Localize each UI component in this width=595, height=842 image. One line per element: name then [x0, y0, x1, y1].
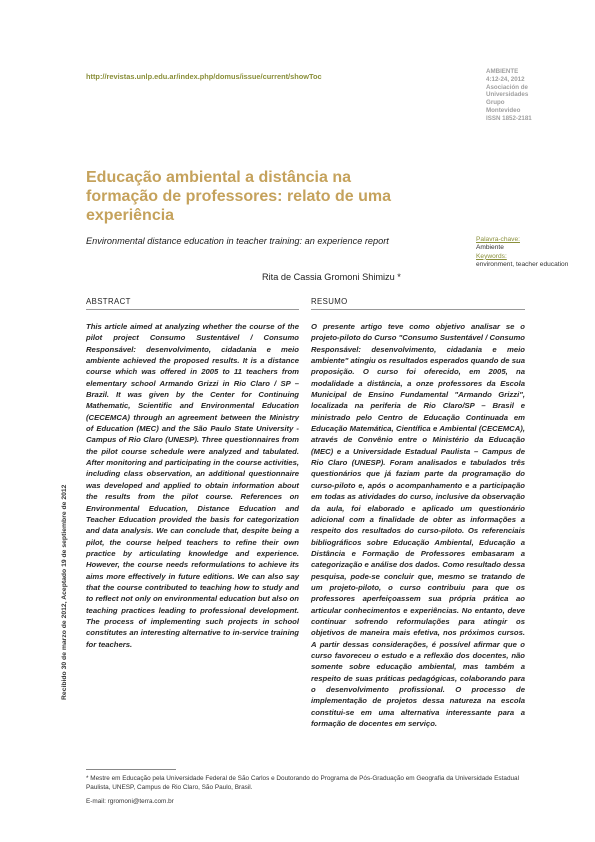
keyword-pt-label: Palavra-chave: [476, 236, 520, 243]
journal-url-link[interactable]: http://revistas.unlp.edu.ar/index.php/domus/issue/current/showToc [86, 72, 322, 81]
journal-info-line: ISSN 1852-2181 [486, 114, 532, 122]
english-title: Environmental distance education in teacher training: an experience report [86, 236, 389, 246]
received-accepted-note: Recibido 30 de marzo de 2012, Aceptado 19 de septiembre de 2012 [61, 484, 68, 700]
journal-info-line: Grupo [486, 99, 505, 107]
journal-info-line: 4:12-24, 2012 [486, 75, 525, 83]
abstract-body: This article aimed at analyzing whether the course of the pilot project Consumo Sustentável / Consumo Responsável: desenvolvimento, cidadania e meio ambiente achieved the proposed results. It is a distance course which was offered in 2005 to 11 teachers from elementary school Armando Grizzi in Rio Claro / SP – Brazil. It was given by the Center for Continuing Mathematic, Scientific and Environmental Education (CECEMCA) through an agreement between the Ministry of Education (MEC) and the São Paulo State University - Campus of Rio Claro (UNESP). Three questionnaires from the pilot course schedule were analyzed and tabulated. After monitoring and participating in the course activities, including class observation, an additional questionnaire was developed and applied to obtain information about the results from the pilot course. References on Environmental Education, Distance Education and Teacher Education provided the basis for categorization and data analysis. We can conclude that, despite being a pilot, the course helped teachers to refine their own practice by articulating knowledge and experience. However, the course needs reformulations to achieve its aims more effectively in future editions. We can also say that the course contributed to teaching how to study and to reflect not only on environmental education but also on teaching practices leading to professional development. The process of implementing such projects in school constitutes an interesting alternative to in-service training for teachers. [86, 322, 299, 649]
keywords-panel [476, 236, 588, 270]
keyword-en-value: environment, teacher education [476, 261, 569, 269]
abstract-divider [86, 309, 299, 310]
journal-info-line: Asociación de [486, 83, 528, 91]
keyword-pt-value: Ambiente [476, 244, 504, 252]
author-email: E-mail: rgromoni@terra.com.br [86, 798, 174, 805]
resumo-heading: RESUMO [311, 297, 348, 306]
footnote-divider [86, 769, 176, 770]
resumo-body: O presente artigo teve como objetivo analisar se o projeto-piloto do Curso "Consumo Sustentável / Consumo Responsável: desenvolvimento, cidadania e meio ambiente" atingiu os resultados esperados quando de sua proposição. O curso foi oferecido, em 2005, na modalidade a distância, a onze professores da Escola Municipal de Ensino Fundamental "Armando Grizzi", localizada na periferia de Rio Claro/SP – Brasil e ministrado pelo Centro de Educação Continuada em Educação Matemática, Científica e Ambiental (CECEMCA), através de Convênio entre o Ministério da Educação (MEC) e a Universidade Estadual Paulista – Campus de Rio Claro (UNESP). Foram analisados e tabulados três questionários que já faziam parte da programação do curso-piloto e, após o acompanhamento e a participação em todas as atividades do curso, inclusive da observação da aula, foi elaborado e aplicado um questionário adicional com a finalidade de obter as informações a respeito dos resultados do curso-piloto. Os referenciais bibliográficos sobre Educação Ambiental, Educação a Distância e Formação de Professores embasaram a categorização e análise dos dados. Como resultado dessa pesquisa, pode-se concluir que, mesmo se tratando de um projeto-piloto, o curso contribuiu para que os professores aperfeiçoassem sua própria prática ao articular conhecimentos e experiências. No entanto, deve continuar sofrendo reformulações para atingir os objetivos de maneira mais efetiva, nos próximos cursos. A partir dessas considerações, é possível afirmar que o curso favoreceu o estudo e a reflexão dos docentes, não somente sobre educação ambiental, mas também a respeito de suas práticas pedagógicas, colaborando para o desenvolvimento profissional. O processo de implementação de projetos dessa natureza na escola constitui-se em uma alternativa interessante para a formação de docentes em serviço. [311, 322, 525, 729]
keyword-en-label: Keywords: [476, 252, 507, 260]
author-footnote: * Mestre em Educação pela Universidade Federal de São Carlos e Doutorando do Programa de Pós-Graduação em Geografia da Universidade Estadual Paulista, UNESP, Campus de Rio Claro, São Paulo, Brasil. [86, 775, 520, 791]
author-name: Rita de Cassia Gromoni Shimizu * [262, 272, 401, 282]
journal-info-line: Universidades [486, 91, 529, 99]
article-title: Educação ambiental a distância na formação de professores: relato de uma experiência [86, 169, 391, 224]
journal-info [486, 68, 586, 123]
resumo-divider [311, 309, 525, 310]
journal-info-line: Montevideo [486, 106, 521, 114]
abstract-heading: ABSTRACT [86, 297, 131, 306]
journal-info-line: AMBIENTE [486, 68, 519, 75]
